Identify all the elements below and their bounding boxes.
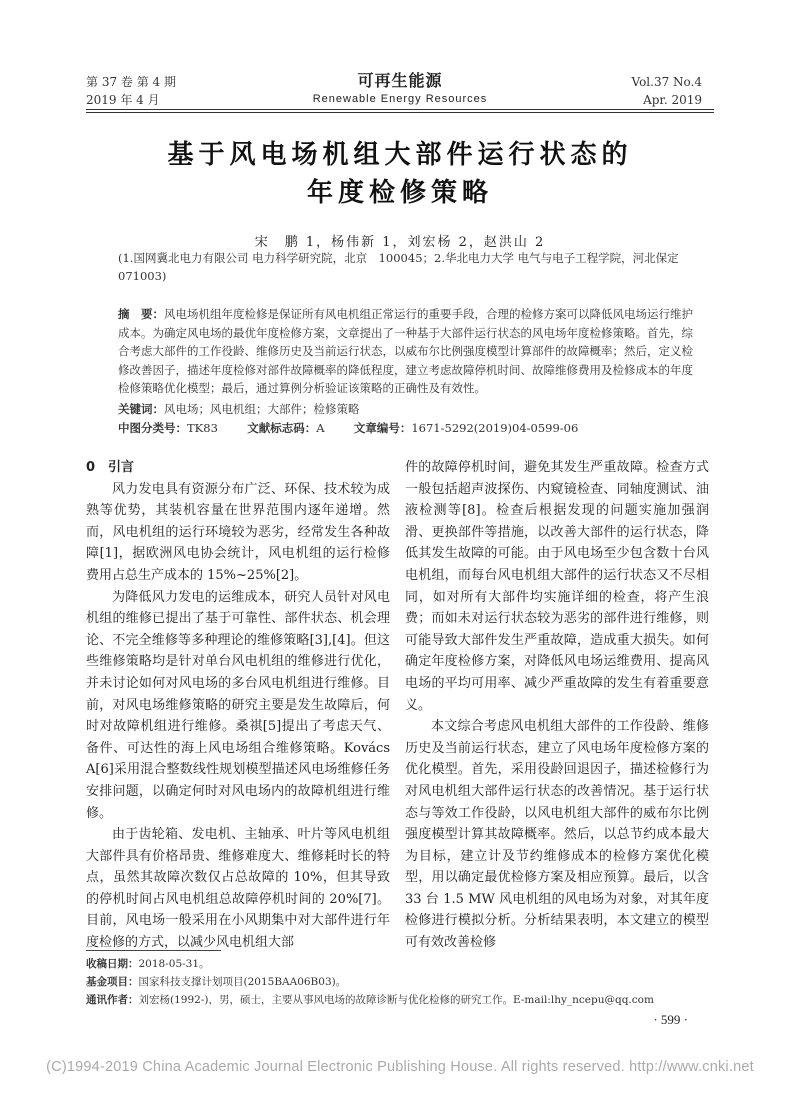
class-label: 中图分类号：: [118, 421, 187, 435]
section-heading: 0 引言: [86, 460, 135, 475]
article-number-value: 1671-5292(2019)04-0599-06: [411, 421, 579, 435]
paragraph: 件的故障停机时间，避免其发生严重故障。检查方式一般包括超声波探伤、内窥镜检查、同轴度测试、油液检测等[8]。检查后根据发现的问题实施加强润滑、更换部件等措施，以改善大部件的运行状态，降低其发生故障的可能。由于风电场至少包含数十台风电机组，而每台风电机组大部件的运行状态又不尽相同，如对所有大部件均实施详细的检查，将产生浪费；而如未对运行状态较为恶劣的部件进行维修，则可能导致大部件发生严重故障，造成重大损失。如何确定年度检修方案，对降低风电场运维费用、提高风电场的平均可用率、减少严重故障的发生有着重要意义。: [405, 460, 709, 713]
abstract-label: 摘 要：: [118, 307, 164, 321]
received-value: 2018-05-31。: [138, 958, 210, 970]
paper-title: [86, 136, 714, 212]
paragraph: 为降低风力发电的运维成本，研究人员针对风电机组的维修已提出了基于可靠性、部件状态、机会理论、不完全维修等多种理论的维修策略[3],[4]。但这些维修策略均是针对单台风电机组的维修进行优化，并未讨论如何对风电场的多台风电机组进行维修。目前，对风电场维修策略的研究主要是发生故障后，何时对故障机组进行维修。桑祺[5]提出了考虑天气、备件、可达性的海上风电场组合维修策略。Kovács A[6]采用混合整数线性规划模型描述风电场维修任务安排问题，以确定何时对风电场内的故障机组进行维修。: [86, 589, 390, 821]
journal-name-en: Renewable Energy Resources: [312, 93, 488, 105]
volume-issue: [86, 73, 176, 109]
volume-label: 第 37 卷 第 4 期: [86, 75, 176, 89]
class-value: TK83: [187, 421, 218, 435]
footnote-received: [86, 956, 706, 972]
received-label: 收稿日期：: [86, 958, 139, 970]
header-rule: [86, 109, 714, 110]
article-number-label: 文章编号：: [353, 421, 412, 435]
keywords-text: 风电场；风电机组；大部件；检修策略: [164, 402, 360, 416]
keywords: [118, 400, 693, 418]
journal-name-cn: 可再生能源: [357, 71, 443, 90]
paragraph: 本文综合考虑风电机组大部件的工作役龄、维修历史及当前运行状态，建立了风电场年度检修方案的优化模型。首先，采用役龄回退因子，描述检修行为对风电机组大部件运行状态的改善情况。基于运行状态与等效工作役龄，以风电机组大部件的威布尔比例强度模型计算其故障概率。然后，以总节约成本最大为目标，建立计及节约维修成本的检修方案优化模型，用以确定最优检修方案及相应预算。最后，以含 33 台 1.5 MW 风电机组的风电场为对象，对其年度检修进行模拟分析。分析结果表明，本文建立的模型可有效改善检修: [405, 719, 709, 951]
footnote-fund: [86, 974, 706, 990]
classification: [118, 419, 693, 437]
issue-date-en: Apr. 2019: [643, 93, 702, 107]
copyright-notice: (C)1994-2019 China Academic Journal Electronic Publishing House. All rights reserved. http://www.cnki.net: [46, 1059, 754, 1075]
title-line-2: 年度检修策略: [306, 178, 493, 208]
doc-code-label: 文献标志码：: [247, 421, 317, 435]
paragraph: 风力发电具有资源分布广泛、环保、技术较为成熟等优势，其装机容量在世界范围内逐年递增。然而，风电机组的运行环境较为恶劣，经常发生各种故障[1]，据欧洲风电协会统计，风电机组的运行检修费用占总生产成本的 15%~25%[2]。: [86, 481, 390, 583]
issue-date: 2019 年 4 月: [86, 93, 160, 107]
journal-title: [250, 70, 550, 106]
volume-issue-en: [632, 73, 703, 109]
fund-value: 国家科技支撑计划项目(2015BAA06B03)。: [138, 976, 347, 988]
footnote-author: [86, 992, 706, 1008]
affiliation: (1.国网冀北电力有限公司 电力科学研究院，北京 100045；2.华北电力大学 电气与电子工程学院，河北保定 071003): [118, 251, 691, 283]
abstract-text: 风电场机组年度检修是保证所有风电机组正常运行的重要手段，合理的检修方案可以降低风电场运行维护成本。为确定风电场的最优年度检修方案，文章提出了一种基于大部件运行状态的风电场年度检修策略。首先，综合考虑大部件的工作役龄、维修历史及当前运行状态，以威布尔比例强度模型计算部件的故障概率；然后，定义检修改善因子，描述年度检修对部件故障概率的降低程度，建立考虑故障停机时间、故障维修费用及检修成本的年度检修策略优化模型；最后，通过算例分析验证该策略的正确性及有效性。: [118, 307, 693, 395]
page-number: · 599 ·: [653, 1012, 688, 1027]
volume-label-en: Vol.37 No.4: [631, 75, 702, 89]
author-value: 刘宏杨(1992-)，男，硕士，主要从事风电场的故障诊断与优化检修的研究工作。E-mail:lhy_ncepu@qq.com: [138, 994, 654, 1006]
right-column: [405, 457, 709, 954]
title-line-1: 基于风电场机组大部件运行状态的: [167, 140, 633, 170]
authors: 宋 鹏 1，杨伟新 1，刘宏杨 2，赵洪山 2: [254, 235, 546, 250]
footnote-rule: [86, 950, 221, 951]
fund-label: 基金项目：: [86, 976, 139, 988]
doc-code-value: A: [316, 421, 325, 435]
author-label: 通讯作者：: [86, 994, 139, 1006]
keywords-label: 关键词：: [118, 402, 164, 416]
left-column: [86, 457, 390, 954]
abstract: [118, 305, 693, 398]
header-rule-double: [86, 112, 714, 113]
paragraph: 由于齿轮箱、发电机、主轴承、叶片等风电机组大部件具有价格昂贵、维修难度大、维修耗时长的特点，虽然其故障次数仅占总故障的 10%，但其导致的停机时间占风电机组总故障停机时间的 20%[7]。目前，风电场一般采用在小风期集中对大部件进行年度检修的方式，以减少风电机组大部: [86, 827, 390, 951]
